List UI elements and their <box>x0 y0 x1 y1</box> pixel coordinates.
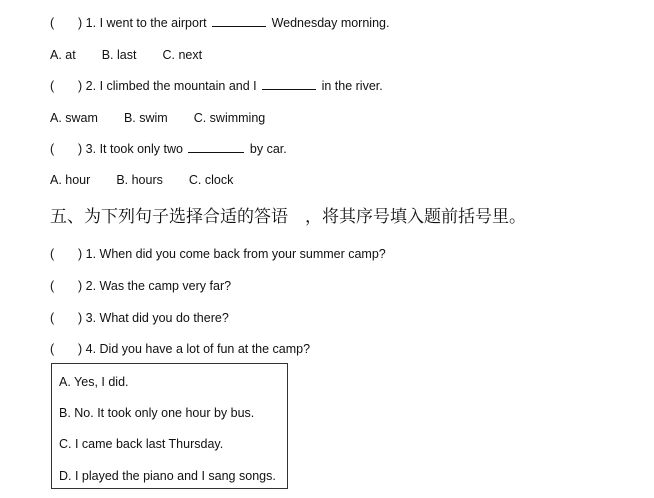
option-b: B. last <box>101 48 137 62</box>
question-text: ) 2. Was the camp very far? <box>78 279 232 293</box>
question-1-options <box>50 47 228 63</box>
question-1 <box>50 15 389 31</box>
question-number: 2. <box>85 79 97 93</box>
question-2 <box>50 78 383 94</box>
answer-blank[interactable] <box>212 15 266 27</box>
option-b: B. hours <box>116 173 163 187</box>
question-3-options <box>50 172 259 188</box>
option-a: A. at <box>50 48 76 62</box>
question-number: 3. <box>85 142 97 156</box>
question-text: ) 1. When did you come back from your summer camp? <box>78 247 386 261</box>
match-question-3 <box>50 310 229 326</box>
question-text-after: Wednesday morning. <box>271 16 390 30</box>
question-text-before: I climbed the mountain and I <box>99 79 257 93</box>
question-text: ) 4. Did you have a lot of fun at the camp? <box>78 342 311 356</box>
answer-paren[interactable]: ( <box>50 247 55 261</box>
option-c: C. clock <box>188 173 234 187</box>
answer-blank[interactable] <box>188 141 244 153</box>
section-title: 五、为下列句子选择合适的答语 ，将其序号填入题前括号里。 <box>50 207 526 227</box>
answer-paren[interactable]: ( <box>50 342 55 356</box>
question-text-before: It took only two <box>99 142 183 156</box>
match-question-1 <box>50 246 386 262</box>
question-2-options <box>50 110 291 126</box>
answer-paren-close: ) <box>78 142 83 156</box>
question-3 <box>50 141 287 157</box>
option-a: A. hour <box>50 173 91 187</box>
answer-option-c: C. I came back last Thursday. <box>59 437 224 451</box>
answer-paren-open: ( <box>50 79 55 93</box>
question-text: ) 3. What did you do there? <box>78 311 229 325</box>
answer-option-d: D. I played the piano and I sang songs. <box>59 469 276 483</box>
answer-paren[interactable]: ( <box>50 279 55 293</box>
answer-option-b: B. No. It took only one hour by bus. <box>59 406 255 420</box>
answer-blank[interactable] <box>262 78 316 90</box>
match-question-4 <box>50 341 310 357</box>
question-number: 1. <box>85 16 97 30</box>
answer-paren-open: ( <box>50 16 55 30</box>
question-text-after: by car. <box>249 142 287 156</box>
option-c: C. swimming <box>193 111 266 125</box>
question-text-after: in the river. <box>321 79 383 93</box>
question-text-before: I went to the airport <box>99 16 207 30</box>
answer-paren-close: ) <box>78 79 83 93</box>
answer-paren-open: ( <box>50 142 55 156</box>
option-c: C. next <box>162 48 203 62</box>
match-question-2 <box>50 278 231 294</box>
answer-option-a: A. Yes, I did. <box>59 375 129 389</box>
answer-options-box <box>51 363 288 489</box>
option-b: B. swim <box>123 111 168 125</box>
option-a: A. swam <box>50 111 98 125</box>
answer-paren[interactable]: ( <box>50 311 55 325</box>
answer-paren-close: ) <box>78 16 83 30</box>
